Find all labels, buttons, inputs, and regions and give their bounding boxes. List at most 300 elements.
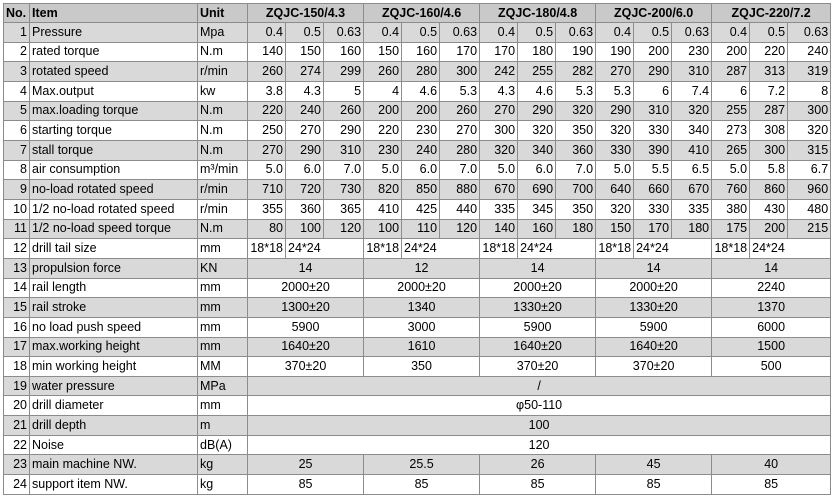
value-cell: 170 — [480, 42, 518, 62]
value-cell: 430 — [750, 199, 788, 219]
value-cell: 170 — [440, 42, 480, 62]
value-cell: 85 — [712, 475, 831, 495]
value-cell: 1640±20 — [596, 337, 712, 357]
value-cell: 1340 — [364, 298, 480, 318]
value-cell: 24*24 — [634, 239, 712, 259]
row-item: 1/2 no-load speed torque — [30, 219, 198, 239]
value-cell: 26 — [480, 455, 596, 475]
value-cell: 110 — [402, 219, 440, 239]
row-unit: N.m — [198, 42, 248, 62]
value-cell: 299 — [324, 62, 364, 82]
row-number: 15 — [4, 298, 30, 318]
value-cell: 290 — [518, 101, 556, 121]
value-cell: 190 — [596, 42, 634, 62]
value-cell: 320 — [788, 121, 831, 141]
value-cell: 255 — [712, 101, 750, 121]
value-cell: 370±20 — [248, 357, 364, 377]
value-cell: 7.0 — [324, 160, 364, 180]
value-cell: 85 — [596, 475, 712, 495]
value-cell: 120 — [324, 219, 364, 239]
value-cell: 5.0 — [596, 160, 634, 180]
value-cell: 0.4 — [248, 23, 286, 43]
value-cell: 1330±20 — [596, 298, 712, 318]
value-cell: 170 — [634, 219, 672, 239]
value-cell: 340 — [672, 121, 712, 141]
value-cell: 0.63 — [324, 23, 364, 43]
row-unit: MM — [198, 357, 248, 377]
value-cell: 200 — [364, 101, 402, 121]
row-unit: m³/min — [198, 160, 248, 180]
value-cell: 260 — [440, 101, 480, 121]
table-row — [4, 278, 831, 298]
value-cell: 24*24 — [518, 239, 596, 259]
value-cell: 260 — [248, 62, 286, 82]
row-number: 1 — [4, 23, 30, 43]
value-cell: 230 — [402, 121, 440, 141]
value-cell: 200 — [634, 42, 672, 62]
value-cell: 320 — [596, 121, 634, 141]
value-cell: 315 — [788, 140, 831, 160]
value-cell: 4.6 — [402, 81, 440, 101]
value-cell: 0.4 — [712, 23, 750, 43]
value-cell: 25 — [248, 455, 364, 475]
row-unit: Mpa — [198, 23, 248, 43]
value-cell: 270 — [440, 121, 480, 141]
header-model: ZQJC-150/4.3 — [248, 4, 364, 23]
row-unit: mm — [198, 396, 248, 416]
row-unit: N.m — [198, 121, 248, 141]
value-cell: 175 — [712, 219, 750, 239]
value-cell: 0.5 — [286, 23, 324, 43]
value-cell: 880 — [440, 180, 480, 200]
value-cell: 5.3 — [596, 81, 634, 101]
value-cell: 274 — [286, 62, 324, 82]
row-unit: mm — [198, 298, 248, 318]
value-cell: 160 — [518, 219, 556, 239]
value-cell: 14 — [712, 258, 831, 278]
value-cell: 100 — [248, 416, 831, 436]
value-cell: 1640±20 — [248, 337, 364, 357]
value-cell: 320 — [556, 101, 596, 121]
value-cell: 640 — [596, 180, 634, 200]
value-cell: 120 — [248, 435, 831, 455]
value-cell: 360 — [286, 199, 324, 219]
value-cell: 0.5 — [518, 23, 556, 43]
table-row — [4, 121, 831, 141]
value-cell: 0.4 — [480, 23, 518, 43]
row-item: max.working height — [30, 337, 198, 357]
value-cell: 150 — [364, 42, 402, 62]
value-cell: 5.3 — [556, 81, 596, 101]
header-model: ZQJC-160/4.6 — [364, 4, 480, 23]
row-unit: dB(A) — [198, 435, 248, 455]
row-number: 2 — [4, 42, 30, 62]
value-cell: 265 — [712, 140, 750, 160]
value-cell: 335 — [672, 199, 712, 219]
row-item: Noise — [30, 435, 198, 455]
value-cell: 360 — [556, 140, 596, 160]
value-cell: 0.63 — [788, 23, 831, 43]
table-row — [4, 219, 831, 239]
table-row — [4, 180, 831, 200]
table-row — [4, 101, 831, 121]
value-cell: 220 — [364, 121, 402, 141]
value-cell: 960 — [788, 180, 831, 200]
value-cell: 760 — [712, 180, 750, 200]
row-item: min working height — [30, 357, 198, 377]
row-unit: mm — [198, 337, 248, 357]
value-cell: 290 — [324, 121, 364, 141]
row-item: rail stroke — [30, 298, 198, 318]
row-unit: N.m — [198, 140, 248, 160]
value-cell: 690 — [518, 180, 556, 200]
value-cell: 310 — [324, 140, 364, 160]
value-cell: 220 — [750, 42, 788, 62]
value-cell: 180 — [672, 219, 712, 239]
value-cell: 8 — [788, 81, 831, 101]
value-cell: 120 — [440, 219, 480, 239]
table-row — [4, 23, 831, 43]
value-cell: 290 — [596, 101, 634, 121]
table-row — [4, 416, 831, 436]
value-cell: 3000 — [364, 317, 480, 337]
value-cell: 2000±20 — [364, 278, 480, 298]
table-row — [4, 81, 831, 101]
row-unit: N.m — [198, 219, 248, 239]
table-row — [4, 396, 831, 416]
value-cell: 242 — [480, 62, 518, 82]
row-unit: mm — [198, 239, 248, 259]
row-number: 20 — [4, 396, 30, 416]
value-cell: 5900 — [596, 317, 712, 337]
value-cell: 380 — [712, 199, 750, 219]
table-row — [4, 435, 831, 455]
value-cell: 5.3 — [440, 81, 480, 101]
value-cell: 2000±20 — [248, 278, 364, 298]
value-cell: 270 — [596, 62, 634, 82]
value-cell: 260 — [324, 101, 364, 121]
table-row — [4, 239, 831, 259]
value-cell: 280 — [402, 62, 440, 82]
row-number: 22 — [4, 435, 30, 455]
value-cell: 6 — [712, 81, 750, 101]
value-cell: 860 — [750, 180, 788, 200]
value-cell: 1330±20 — [480, 298, 596, 318]
value-cell: 6.0 — [518, 160, 556, 180]
value-cell: 500 — [712, 357, 831, 377]
value-cell: 18*18 — [596, 239, 634, 259]
row-number: 6 — [4, 121, 30, 141]
value-cell: 300 — [440, 62, 480, 82]
value-cell: 5.0 — [480, 160, 518, 180]
value-cell: 350 — [556, 121, 596, 141]
row-number: 23 — [4, 455, 30, 475]
value-cell: 5900 — [248, 317, 364, 337]
value-cell: 240 — [286, 101, 324, 121]
row-number: 17 — [4, 337, 30, 357]
value-cell: 24*24 — [402, 239, 480, 259]
value-cell: 4.3 — [480, 81, 518, 101]
value-cell: 290 — [634, 62, 672, 82]
row-item: rail length — [30, 278, 198, 298]
value-cell: 140 — [248, 42, 286, 62]
value-cell: 300 — [750, 140, 788, 160]
table-row — [4, 298, 831, 318]
value-cell: 320 — [672, 101, 712, 121]
value-cell: 355 — [248, 199, 286, 219]
value-cell: 180 — [556, 219, 596, 239]
value-cell: 1610 — [364, 337, 480, 357]
row-number: 7 — [4, 140, 30, 160]
row-unit: r/min — [198, 62, 248, 82]
row-item: 1/2 no-load rotated speed — [30, 199, 198, 219]
value-cell: 320 — [480, 140, 518, 160]
value-cell: 24*24 — [750, 239, 831, 259]
value-cell: 5.0 — [712, 160, 750, 180]
row-item: rated torque — [30, 42, 198, 62]
value-cell: 730 — [324, 180, 364, 200]
value-cell: 1370 — [712, 298, 831, 318]
value-cell: 40 — [712, 455, 831, 475]
value-cell: 230 — [364, 140, 402, 160]
value-cell: 1300±20 — [248, 298, 364, 318]
row-item: drill depth — [30, 416, 198, 436]
table-row — [4, 337, 831, 357]
value-cell: 1500 — [712, 337, 831, 357]
value-cell: 6.7 — [788, 160, 831, 180]
value-cell: 2240 — [712, 278, 831, 298]
row-item: drill tail size — [30, 239, 198, 259]
value-cell: 24*24 — [286, 239, 364, 259]
row-item: main machine NW. — [30, 455, 198, 475]
row-item: starting torque — [30, 121, 198, 141]
table-row — [4, 357, 831, 377]
value-cell: 6 — [634, 81, 672, 101]
table-row — [4, 455, 831, 475]
value-cell: 320 — [596, 199, 634, 219]
value-cell: 0.63 — [440, 23, 480, 43]
row-unit: kg — [198, 475, 248, 495]
value-cell: 18*18 — [364, 239, 402, 259]
value-cell: 2000±20 — [596, 278, 712, 298]
value-cell: 0.63 — [556, 23, 596, 43]
value-cell: 5.5 — [634, 160, 672, 180]
value-cell: 6000 — [712, 317, 831, 337]
row-number: 8 — [4, 160, 30, 180]
row-item: support item NW. — [30, 475, 198, 495]
row-number: 21 — [4, 416, 30, 436]
row-unit: kw — [198, 81, 248, 101]
value-cell: 270 — [286, 121, 324, 141]
value-cell: 300 — [788, 101, 831, 121]
value-cell: 200 — [712, 42, 750, 62]
header-item: Item — [30, 4, 198, 23]
value-cell: 330 — [634, 121, 672, 141]
value-cell: 0.4 — [364, 23, 402, 43]
value-cell: 5900 — [480, 317, 596, 337]
value-cell: 6.0 — [286, 160, 324, 180]
value-cell: 350 — [364, 357, 480, 377]
row-item: air consumption — [30, 160, 198, 180]
row-number: 11 — [4, 219, 30, 239]
value-cell: 335 — [480, 199, 518, 219]
row-number: 19 — [4, 376, 30, 396]
value-cell: 319 — [788, 62, 831, 82]
value-cell: 287 — [712, 62, 750, 82]
value-cell: 0.63 — [672, 23, 712, 43]
row-number: 12 — [4, 239, 30, 259]
value-cell: 345 — [518, 199, 556, 219]
value-cell: 660 — [634, 180, 672, 200]
value-cell: 308 — [750, 121, 788, 141]
table-row — [4, 258, 831, 278]
value-cell: 5 — [324, 81, 364, 101]
row-number: 3 — [4, 62, 30, 82]
value-cell: 200 — [402, 101, 440, 121]
value-cell: 80 — [248, 219, 286, 239]
value-cell: 45 — [596, 455, 712, 475]
value-cell: 390 — [634, 140, 672, 160]
row-unit: KN — [198, 258, 248, 278]
header-model: ZQJC-180/4.8 — [480, 4, 596, 23]
value-cell: 160 — [324, 42, 364, 62]
value-cell: 425 — [402, 199, 440, 219]
value-cell: 310 — [634, 101, 672, 121]
value-cell: 0.5 — [750, 23, 788, 43]
value-cell: 365 — [324, 199, 364, 219]
value-cell: 0.5 — [634, 23, 672, 43]
value-cell: 5.0 — [364, 160, 402, 180]
value-cell: 350 — [556, 199, 596, 219]
row-unit: mm — [198, 317, 248, 337]
value-cell: 410 — [672, 140, 712, 160]
value-cell: 313 — [750, 62, 788, 82]
value-cell: 7.4 — [672, 81, 712, 101]
row-unit: mm — [198, 278, 248, 298]
row-item: rotated speed — [30, 62, 198, 82]
value-cell: 4.6 — [518, 81, 556, 101]
row-item: Max.output — [30, 81, 198, 101]
table-row — [4, 475, 831, 495]
value-cell: 2000±20 — [480, 278, 596, 298]
value-cell: 850 — [402, 180, 440, 200]
value-cell: 330 — [634, 199, 672, 219]
value-cell: 25.5 — [364, 455, 480, 475]
row-number: 4 — [4, 81, 30, 101]
value-cell: 150 — [596, 219, 634, 239]
row-number: 9 — [4, 180, 30, 200]
header-row — [4, 4, 831, 23]
row-number: 24 — [4, 475, 30, 495]
row-number: 18 — [4, 357, 30, 377]
row-unit: MPa — [198, 376, 248, 396]
value-cell: 18*18 — [712, 239, 750, 259]
value-cell: 85 — [248, 475, 364, 495]
value-cell: 14 — [480, 258, 596, 278]
value-cell: 700 — [556, 180, 596, 200]
header-model: ZQJC-220/7.2 — [712, 4, 831, 23]
row-number: 16 — [4, 317, 30, 337]
value-cell: 200 — [750, 219, 788, 239]
value-cell: 410 — [364, 199, 402, 219]
row-number: 5 — [4, 101, 30, 121]
value-cell: 7.0 — [556, 160, 596, 180]
value-cell: 0.4 — [596, 23, 634, 43]
value-cell: 150 — [286, 42, 324, 62]
value-cell: 12 — [364, 258, 480, 278]
value-cell: 255 — [518, 62, 556, 82]
value-cell: 220 — [248, 101, 286, 121]
row-item: stall torque — [30, 140, 198, 160]
value-cell: 100 — [364, 219, 402, 239]
value-cell: 240 — [788, 42, 831, 62]
value-cell: 282 — [556, 62, 596, 82]
value-cell: 260 — [364, 62, 402, 82]
row-number: 14 — [4, 278, 30, 298]
row-item: Pressure — [30, 23, 198, 43]
value-cell: φ50-110 — [248, 396, 831, 416]
value-cell: 287 — [750, 101, 788, 121]
value-cell: 6.0 — [402, 160, 440, 180]
value-cell: 240 — [402, 140, 440, 160]
value-cell: 720 — [286, 180, 324, 200]
row-item: propulsion force — [30, 258, 198, 278]
value-cell: 4 — [364, 81, 402, 101]
value-cell: 14 — [248, 258, 364, 278]
value-cell: 85 — [480, 475, 596, 495]
value-cell: 300 — [480, 121, 518, 141]
row-unit: r/min — [198, 199, 248, 219]
table-row — [4, 199, 831, 219]
value-cell: 5.8 — [750, 160, 788, 180]
value-cell: 14 — [596, 258, 712, 278]
value-cell: 190 — [556, 42, 596, 62]
table-row — [4, 160, 831, 180]
row-number: 13 — [4, 258, 30, 278]
header-model: ZQJC-200/6.0 — [596, 4, 712, 23]
value-cell: 440 — [440, 199, 480, 219]
value-cell: 85 — [364, 475, 480, 495]
value-cell: 230 — [672, 42, 712, 62]
value-cell: 7.0 — [440, 160, 480, 180]
value-cell: 140 — [480, 219, 518, 239]
table-row — [4, 376, 831, 396]
value-cell: 273 — [712, 121, 750, 141]
row-item: no load push speed — [30, 317, 198, 337]
row-unit: kg — [198, 455, 248, 475]
value-cell: 710 — [248, 180, 286, 200]
table-row — [4, 42, 831, 62]
value-cell: 5.0 — [248, 160, 286, 180]
table-row — [4, 62, 831, 82]
header-no: No. — [4, 4, 30, 23]
value-cell: 1640±20 — [480, 337, 596, 357]
row-item: drill diameter — [30, 396, 198, 416]
row-item: no-load rotated speed — [30, 180, 198, 200]
value-cell: 160 — [402, 42, 440, 62]
value-cell: 670 — [480, 180, 518, 200]
value-cell: 18*18 — [248, 239, 286, 259]
row-unit: m — [198, 416, 248, 436]
table-row — [4, 317, 831, 337]
value-cell: 330 — [596, 140, 634, 160]
row-item: water pressure — [30, 376, 198, 396]
value-cell: 250 — [248, 121, 286, 141]
value-cell: 370±20 — [480, 357, 596, 377]
value-cell: 370±20 — [596, 357, 712, 377]
header-unit: Unit — [198, 4, 248, 23]
value-cell: 7.2 — [750, 81, 788, 101]
